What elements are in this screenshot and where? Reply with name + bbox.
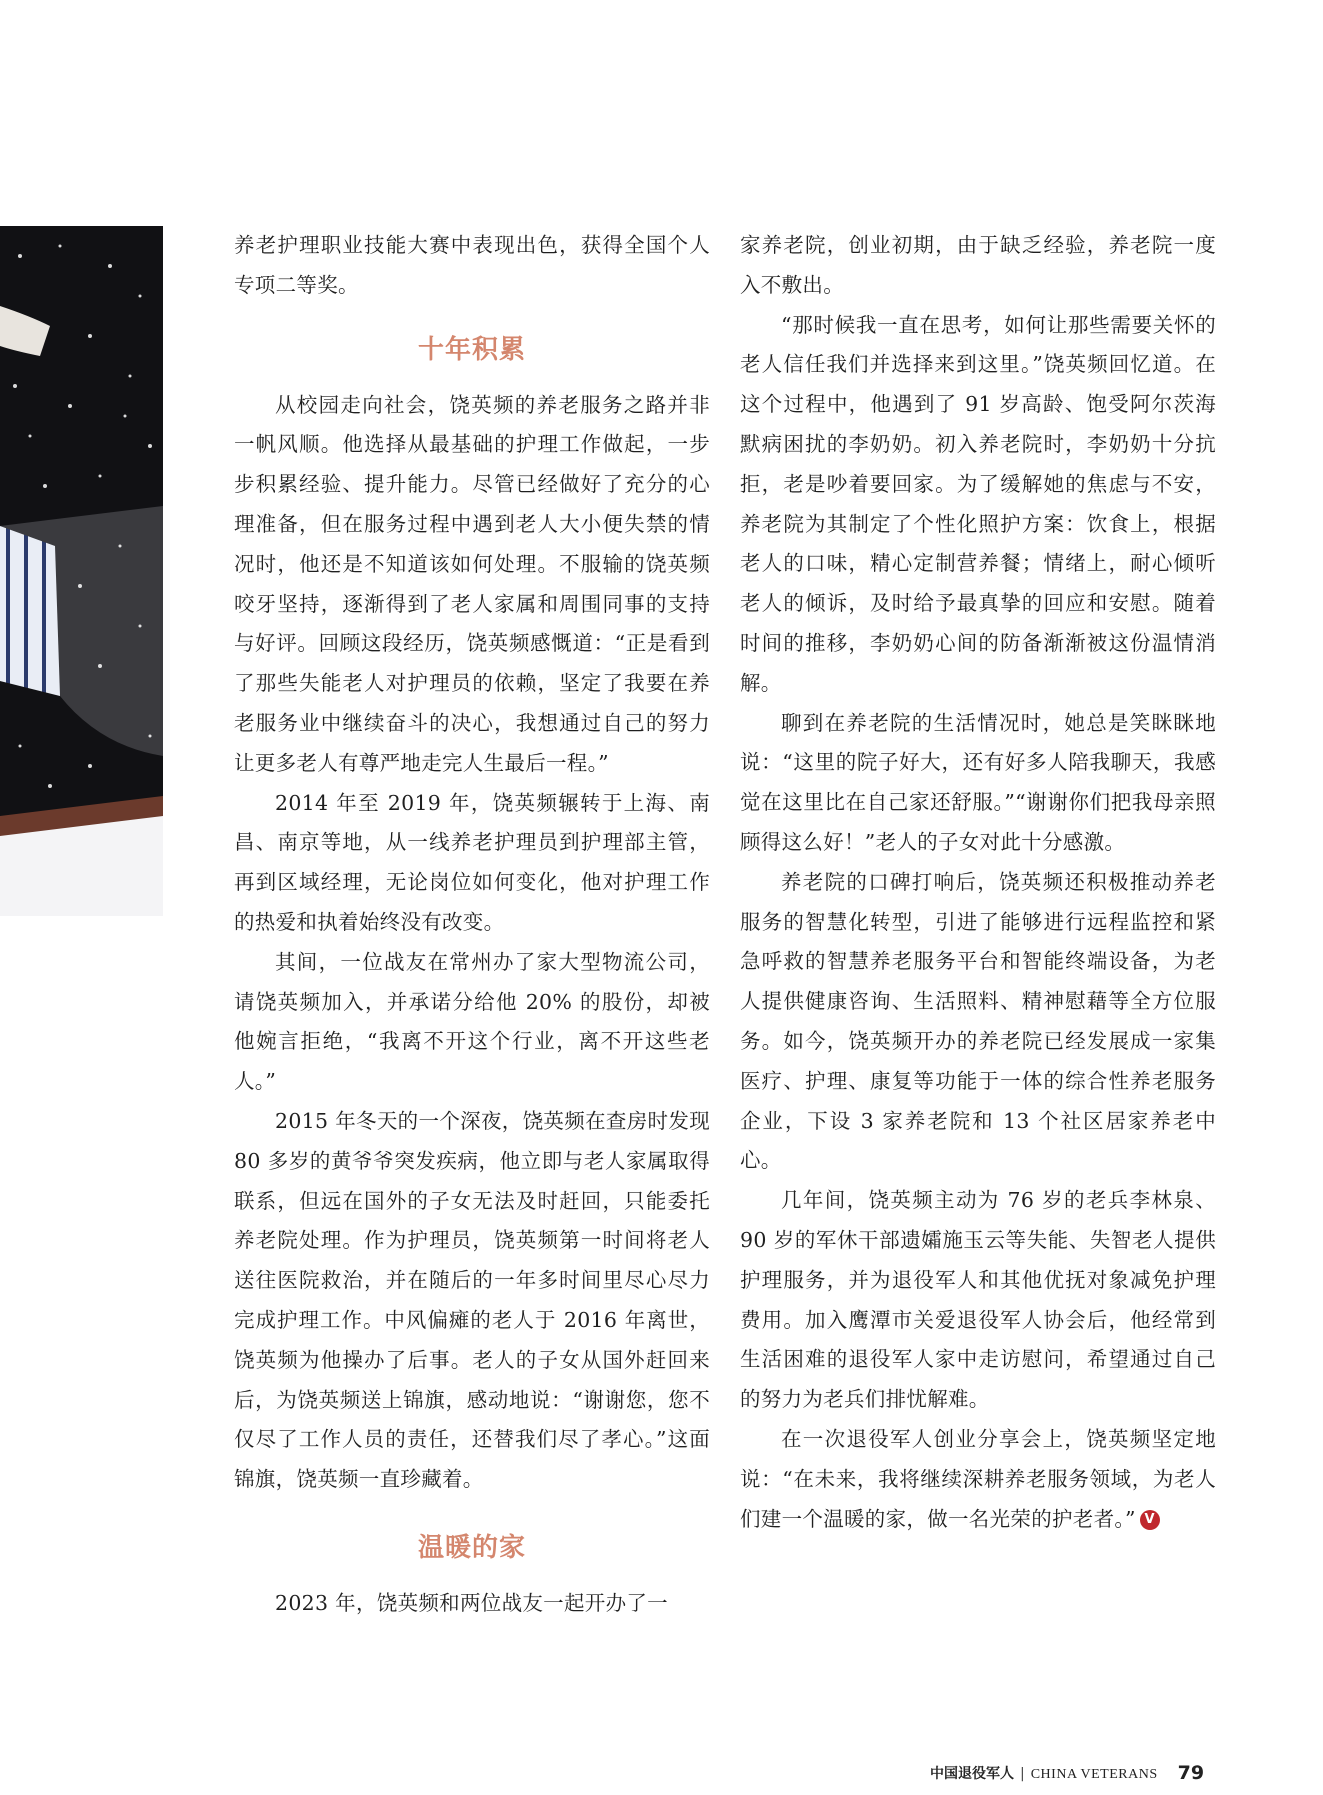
paragraph: “那时候我一直在思考，如何让那些需要关怀的老人信任我们并选择来到这里。”饶英频回忆道。在这个过程中，他遇到了 91 岁高龄、饱受阿尔茨海默病困扰的李奶奶。初入养老院时，李奶奶十分抗拒，老是吵着要回家。为了缓解她的焦虑与不安，养老院为其制定了个性化照护方案：饮食上，根据老人的口味，精心定制营养餐；情绪上，耐心倾听老人的倾诉，及时给予最真挚的回应和安慰。随着时间的推移，李奶奶心间的防备渐渐被这份温情消解。 (740, 312, 1216, 695)
paragraph: 几年间，饶英频主动为 76 岁的老兵李林泉、90 岁的军休干部遗孀施玉云等失能、失智老人提供护理服务，并为退役军人和其他优抚对象减免护理费用。加入鹰潭市关爱退役军人协会后，他经常到生活困难的退役军人家中走访慰问，希望通过自己的努力为老兵们排忧解难。 (740, 1188, 1216, 1412)
paragraph: 2023 年，饶英频和两位战友一起开办了一 (275, 1590, 668, 1615)
paragraph: 其间，一位战友在常州办了家大型物流公司，请饶英频加入，并承诺分给他 20% 的股份，却被他婉言拒绝，“我离不开这个行业，离不开这些老人。” (234, 949, 710, 1094)
magazine-name-en: CHINA VETERANS (1030, 1767, 1158, 1782)
paragraph: 2014 年至 2019 年，饶英频辗转于上海、南昌、南京等地，从一线养老护理员到护理部主管，再到区域经理，无论岗位如何变化，他对护理工作的热爱和执着始终没有改变。 (234, 790, 710, 934)
right-column (740, 226, 1216, 1539)
end-mark-icon: V (1140, 1510, 1160, 1530)
paragraph: 养老护理职业技能大赛中表现出色，获得全国个人专项二等奖。 (234, 233, 710, 297)
paragraph-text: 在一次退役军人创业分享会上，饶英频坚定地说：“在未来，我将继续深耕养老服务领域，为老人们建一个温暖的家，做一名光荣的护老者。” (740, 1426, 1216, 1531)
paragraph: 从校园走向社会，饶英频的养老服务之路并非一帆风顺。他选择从最基础的护理工作做起，一步步积累经验、提升能力。尽管已经做好了充分的心理准备，但在服务过程中遇到老人大小便失禁的情况时，他还是不知道该如何处理。不服输的饶英频咬牙坚持，逐渐得到了老人家属和周围同事的支持与好评。回顾这段经历，饶英频感慨道：“正是看到了那些失能老人对护理员的依赖，坚定了我要在养老服务业中继续奋斗的决心，我想通过自己的努力让更多老人有尊严地走完人生最后一程。” (234, 392, 710, 775)
paragraph: 家养老院，创业初期，由于缺乏经验，养老院一度入不敷出。 (740, 233, 1216, 297)
photo-illustration (0, 226, 163, 916)
section-heading: 十年积累 (417, 334, 526, 365)
paragraph: 养老院的口碑打响后，饶英频还积极推动养老服务的智慧化转型，引进了能够进行远程监控和紧急呼救的智慧养老服务平台和智能终端设备，为老人提供健康咨询、生活照料、精神慰藉等全方位服务。如今，饶英频开办的养老院已经发展成一家集医疗、护理、康复等功能于一体的综合性养老服务企业，下设 3 家养老院和 13 个社区居家养老中心。 (740, 869, 1216, 1173)
page-number: 79 (1177, 1762, 1205, 1784)
section-heading: 温暖的家 (417, 1532, 526, 1563)
footer-separator: | (1020, 1766, 1025, 1782)
magazine-name-cn: 中国退役军人 (930, 1766, 1014, 1782)
paragraph: 聊到在养老院的生活情况时，她总是笑眯眯地说：“这里的院子好大，还有好多人陪我聊天，我感觉在这里比在自己家还舒服。”“谢谢你们把我母亲照顾得这么好！”老人的子女对此十分感激。 (740, 710, 1216, 854)
paragraph-final (740, 1420, 1216, 1539)
paragraph: 2015 年冬天的一个深夜，饶英频在查房时发现 80 多岁的黄爷爷突发疾病，他立即与老人家属取得联系，但远在国外的子女无法及时赶回，只能委托养老院处理。作为护理员，饶英频第一时间将老人送往医院救治，并在随后的一年多时间里尽心尽力完成护理工作。中风偏瘫的老人于 2016 年离世，饶英频为他操办了后事。老人的子女从国外赶回来后，为饶英频送上锦旗，感动地说：“谢谢您，您不仅尽了工作人员的责任，还替我们尽了孝心。”这面锦旗，饶英频一直珍藏着。 (234, 1108, 710, 1492)
left-column (234, 226, 710, 1624)
page-footer (930, 1762, 1250, 1784)
article-photo (0, 226, 163, 916)
